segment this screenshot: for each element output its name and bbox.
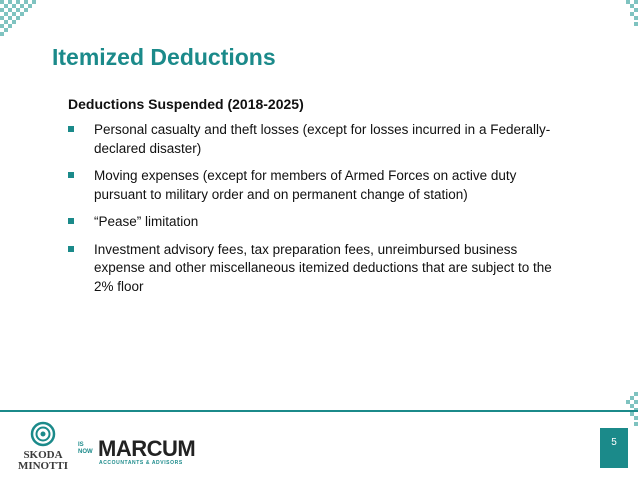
bullet-text: “Pease” limitation [94, 214, 199, 229]
square-bullet-icon [68, 246, 82, 252]
marcum-logo: MARCUM [98, 436, 196, 461]
bullet-item [68, 167, 568, 204]
slide-title: Itemized Deductions [52, 44, 276, 70]
checker-pattern-top-right [624, 0, 638, 26]
skoda-minotti-logo-icon [23, 420, 63, 450]
bullet-text: Moving expenses (except for members of Armed Forces on active duty pursuant to military order and on permanent change of station) [94, 168, 517, 202]
bullet-text: Investment advisory fees, tax preparation fees, unreimbursed business expense and other miscellaneous itemized deductions that are subject to the 2% floor [94, 241, 552, 294]
is-now-line2: NOW [78, 449, 93, 455]
footer-divider [0, 410, 638, 412]
logo-left-line2: MINOTTI [17, 460, 69, 472]
slide-content [68, 96, 568, 305]
marcum-tagline: ACCOUNTANTS & ADVISORS [99, 460, 183, 466]
logo-left-line1: SKODA [23, 449, 63, 461]
bullet-text: Personal casualty and theft losses (except for losses incurred in a Federally-declared disaster) [94, 122, 551, 156]
square-bullet-icon [68, 218, 82, 224]
page-number-box [600, 428, 628, 468]
bullet-item [68, 241, 568, 297]
is-now-label [78, 442, 96, 456]
subheading: Deductions Suspended (2018-2025) [68, 96, 304, 112]
skoda-minotti-wordmark [8, 450, 78, 472]
bullet-item [68, 213, 568, 232]
checker-pattern-top-left [0, 0, 40, 40]
square-bullet-icon [68, 172, 82, 178]
bullet-item [68, 121, 568, 158]
square-bullet-icon [68, 126, 82, 132]
page-number: 5 [611, 437, 617, 448]
is-now-line1: IS [78, 442, 84, 448]
